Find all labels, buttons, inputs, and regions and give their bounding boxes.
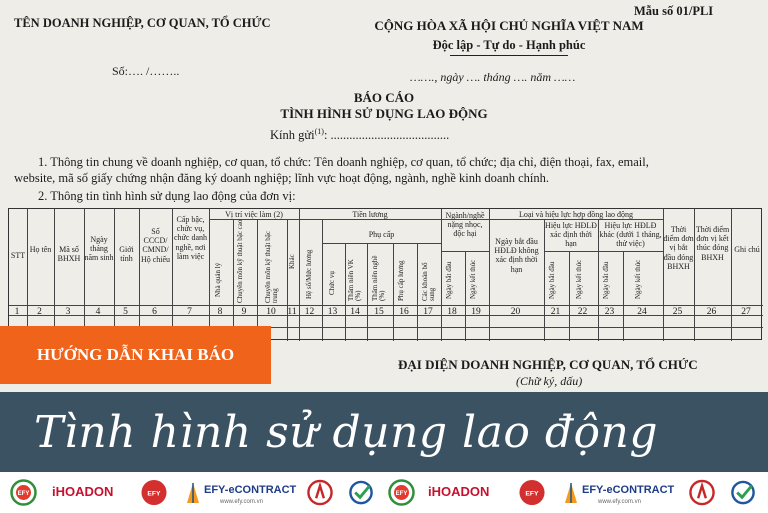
paragraph-1-line-1: 1. Thông tin chung về doanh nghiệp, cơ quan, tổ chức: Tên doanh nghiệp, cơ quan, tổ chức; địa chỉ, điện thoại, fax, email, [38, 155, 649, 169]
efy-econtract-logo-2: EFY-eCONTRACT [582, 484, 675, 496]
column-number: 5 [123, 307, 128, 317]
th-al-other: Các khoản bổ sung [421, 262, 437, 301]
column-number: 11 [287, 307, 297, 317]
report-title: BÁO CÁO [353, 90, 415, 105]
th-gender: Giới tính [119, 245, 134, 264]
th-pos-other: Khác [288, 254, 296, 269]
column-number: 3 [65, 307, 71, 317]
guide-badge-label: HƯỚNG DẪN KHAI BÁO [36, 345, 235, 364]
footer-logo-strip [0, 472, 768, 513]
column-number: 7 [187, 307, 192, 317]
check-shield-logo-2 [728, 479, 758, 506]
th-position-group: Vị trí việc làm (2) [225, 210, 283, 219]
svg-text:EFY: EFY [147, 490, 161, 498]
efy-econtract-url-2: www.efy.com.vn [598, 499, 641, 505]
th-hazard-group: Ngành/nghề nặng nhọc, độc hại [445, 211, 485, 239]
th-pos-tech-high: Chuyên môn kỹ thuật bậc cao [236, 219, 244, 303]
column-number: 14 [350, 307, 360, 317]
report-subtitle: TÌNH HÌNH SỬ DỤNG LAO ĐỘNG [280, 106, 488, 121]
th-hz-start: Ngày bắt đầu [445, 261, 453, 299]
pen-icon-2 [562, 479, 580, 506]
pen-icon [184, 479, 202, 506]
check-shield-logo [346, 479, 376, 506]
column-number: 15 [374, 307, 384, 317]
column-number: 20 [510, 307, 521, 317]
form-number: Mẫu số 01/PLI [634, 4, 714, 18]
efy-red-logo [140, 479, 168, 506]
th-al-seniority-vk: Thâm niên VK (%) [347, 259, 363, 301]
th-stt: STT [10, 251, 26, 260]
ihoadon-logo-2: iHOADON [428, 484, 490, 499]
th-ct-fixed-start: Ngày bắt đầu [548, 261, 556, 299]
th-bhxh-end: Thời điểm đơn vị kết thúc đóng BHXH [695, 225, 730, 262]
column-number: 24 [637, 307, 647, 317]
efy-round-logo [306, 479, 334, 506]
efy-logo [10, 479, 37, 506]
column-number: 13 [327, 307, 338, 317]
country-header: CỘNG HÒA XÃ HỘI CHỦ NGHĨA VIỆT NAM [374, 18, 644, 33]
column-number: 18 [447, 307, 457, 317]
th-pos-tech-mid: Chuyên môn kỹ thuật bậc trung [264, 231, 280, 303]
th-ct-fixed-end: Ngày kết thúc [575, 259, 583, 299]
column-number: 27 [741, 307, 751, 317]
motto-underline [450, 55, 568, 56]
guide-badge [0, 326, 271, 384]
column-number: 2 [37, 307, 42, 317]
column-number: 10 [266, 307, 276, 317]
paragraph-1-line-2: website, mã số giấy chứng nhận đăng ký doanh nghiệp; lĩnh vực hoạt động, ngành, nghề kinh doanh chính. [14, 171, 549, 185]
column-number: 1 [14, 307, 20, 317]
th-ct-fixed-group: Hiệu lực HĐLĐ xác định thời hạn [545, 221, 597, 249]
th-bhxh: Mã số BHXH [57, 245, 81, 264]
title-banner [0, 392, 768, 472]
column-number: 4 [95, 307, 101, 317]
th-bhxh-start: Thời điểm đơn vị bắt đầu đóng BHXH [663, 225, 694, 271]
recipient-line: Kính gửi$^{(1)}$: ...................................... [270, 127, 450, 143]
svg-text:EFY: EFY [525, 490, 539, 498]
document-number: Số:…. /…….. [112, 64, 180, 78]
column-number: 19 [471, 307, 481, 317]
th-hz-end: Ngày kết thúc [469, 259, 477, 299]
th-contract-group: Loại và hiệu lực hợp đồng lao động [518, 210, 634, 219]
labor-table [8, 208, 762, 340]
document-date: ……., ngày …. tháng …. năm …… [410, 70, 576, 84]
th-salary-group: Tiền lương [352, 210, 388, 219]
th-al-position: Chức vụ [328, 271, 336, 295]
th-note: Ghi chú [734, 245, 760, 254]
th-al-salary: Phụ cấp lương [397, 260, 405, 301]
column-number: 25 [672, 307, 683, 317]
th-name: Họ tên [29, 245, 52, 254]
org-header: TÊN DOANH NGHIỆP, CƠ QUAN, TỔ CHỨC [14, 16, 271, 30]
th-rank: Cấp bậc, chức vụ, chức danh nghề, nơi làm việc [174, 215, 207, 261]
column-number: 17 [423, 307, 433, 317]
column-number: 21 [550, 307, 561, 317]
efy-econtract-logo: EFY-eCONTRACT [204, 484, 297, 496]
column-number: 26 [706, 307, 717, 317]
paragraph-2: 2. Thông tin tình hình sử dụng lao động của đơn vị: [38, 189, 296, 203]
banner-title: Tình hình sử dụng lao động [34, 407, 658, 458]
column-number: 12 [304, 307, 315, 317]
efy-red-logo-2 [518, 479, 546, 506]
th-pos-manager: Nhà quản lý [214, 262, 222, 297]
efy-econtract-url: www.efy.com.vn [220, 499, 263, 505]
motto: Độc lập - Tự do - Hạnh phúc [432, 38, 586, 52]
svg-text:EFY: EFY [395, 491, 408, 497]
th-allowance-group: Phụ cấp [368, 230, 395, 239]
th-ct-other-end: Ngày kết thúc [634, 259, 642, 299]
column-number: 8 [217, 307, 223, 317]
th-dob: Ngày tháng năm sinh [84, 235, 114, 263]
th-ct-other-start: Ngày bắt đầu [602, 261, 610, 299]
th-ct-other-group: Hiệu lực HĐLĐ khác (dưới 1 tháng, thử việc) [599, 221, 662, 249]
signature-note: (Chữ ký, dấu) [516, 374, 583, 388]
th-id: Số CCCD/ CMND/ Hộ chiếu [140, 227, 171, 264]
th-ct-indefinite: Ngày bắt đầu HĐLĐ không xác định thời hạn [494, 237, 539, 274]
ihoadon-logo: iHOADON [52, 484, 114, 499]
column-number: 16 [399, 307, 409, 317]
svg-text:EFY: EFY [17, 491, 30, 497]
efy-logo-2 [388, 479, 415, 506]
column-number: 9 [241, 307, 247, 317]
th-al-seniority-job: Thâm niên nghề (%) [371, 255, 387, 301]
signature-title: ĐẠI DIỆN DOANH NGHIỆP, CƠ QUAN, TỔ CHỨC [398, 357, 698, 372]
column-number: 6 [152, 307, 157, 317]
column-number: 22 [577, 307, 588, 317]
efy-round-logo-2 [688, 479, 716, 506]
th-sal-coef: Hệ số/Mức lương [305, 249, 313, 299]
column-number: 23 [604, 307, 615, 317]
